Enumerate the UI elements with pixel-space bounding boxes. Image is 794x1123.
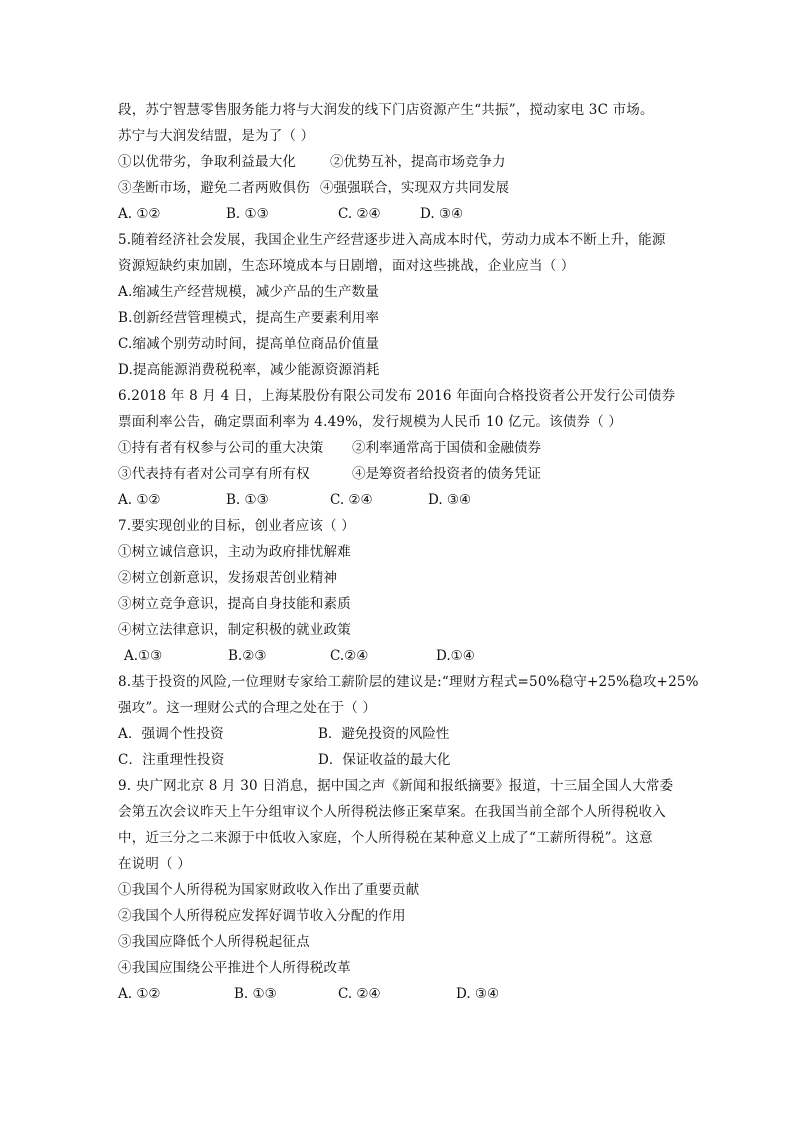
q7-option-c: C.②④ (330, 648, 369, 664)
q8-option-c: C．注重理性投资 (118, 752, 225, 768)
q7-statement-4: ④树立法律意识，制定积极的就业政策 (118, 622, 351, 638)
q6-text-line1: 6.2018 年 8 月 4 日，上海某股份有限公司发布 2016 年面向合格投资者公开发行公司债券 (118, 388, 676, 404)
q9-statement-1: ①我国个人所得税为国家财政收入作出了重要贡献 (118, 882, 420, 898)
q7-statement-1: ①树立诚信意识，主动为政府排忧解难 (118, 544, 351, 560)
q6-statement-3: ③代表持有者对公司享有所有权 (118, 466, 310, 482)
q4-option-d: D. ③④ (420, 206, 464, 222)
q5-text-line1: 5.随着经济社会发展，我国企业生产经营逐步进入高成本时代，劳动力成本不断上升，能源 (118, 232, 666, 248)
q9-statement-3: ③我国应降低个人所得税起征点 (118, 934, 310, 950)
q4-statement-4: ④强强联合，实现双方共同发展 (320, 180, 509, 196)
q6-option-b: B. ①③ (226, 492, 269, 508)
q9-statement-2: ②我国个人所得税应发挥好调节收入分配的作用 (118, 908, 406, 924)
q9-text-line1: 9. 央广网北京 8 月 30 日消息，据中国之声《新闻和报纸摘要》报道，十三届全国人大常委 (118, 778, 674, 794)
q8-option-d: D．保证收益的最大化 (318, 752, 451, 768)
q7-option-d: D.①④ (436, 648, 475, 664)
q8-text-line2: 强攻”。这一理财公式的合理之处在于（ ） (118, 700, 377, 716)
q7-statement-3: ③树立竞争意识，提高自身技能和素质 (118, 596, 351, 612)
q4-option-c: C. ②④ (338, 206, 381, 222)
q4-option-b: B. ①③ (226, 206, 269, 222)
q9-text-line4: 在说明（ ） (118, 856, 191, 872)
q8-option-b: B．避免投资的风险性 (318, 726, 450, 742)
q5-option-a: A.缩减生产经营规模，减少产品的生产数量 (118, 284, 380, 300)
q7-statement-2: ②树立创新意识，发扬艰苦创业精神 (118, 570, 338, 586)
q8-option-a: A．强调个性投资 (118, 726, 224, 742)
q5-text-line2: 资源短缺约束加剧，生态环境成本与日剧增，面对这些挑战，企业应当（ ） (118, 258, 575, 274)
q4-statement-3: ③垄断市场，避免二者两败俱伤 (118, 180, 310, 196)
q7-option-b: B.②③ (228, 648, 267, 664)
q8-text-line1: 8.基于投资的风险,一位理财专家给工薪阶层的建议是:“理财方程式=50%稳守+25%稳攻+25% (118, 674, 699, 690)
q5-option-b: B.创新经营管理模式，提高生产要素利用率 (118, 310, 380, 326)
q4-text-line1: 段，苏宁智慧零售服务能力将与大润发的线下门店资源产生“共振”，搅动家电 3C 市场。 (118, 102, 654, 118)
q9-statement-4: ④我国应围绕公平推进个人所得税改革 (118, 960, 351, 976)
q7-text-line1: 7.要实现创业的目标，创业者应该（ ） (118, 518, 355, 534)
q9-text-line2: 会第五次会议昨天上午分组审议个人所得税法修正案草案。在我国当前全部个人所得税收入 (118, 804, 666, 820)
q6-option-c: C. ②④ (330, 492, 373, 508)
q6-statement-1: ①持有者有权参与公司的重大决策 (118, 440, 324, 456)
q9-text-line3: 中，近三分之二来源于中低收入家庭，个人所得税在某种意义上成了“工薪所得税”。这意 (118, 830, 653, 846)
q9-option-b: B. ①③ (234, 986, 277, 1002)
q6-statement-4: ④是筹资者给投资者的债务凭证 (352, 466, 541, 482)
q5-option-d: D.提高能源消费税税率，减少能源资源消耗 (118, 362, 380, 378)
q9-option-c: C. ②④ (338, 986, 381, 1002)
q6-option-a: A. ①② (118, 492, 161, 508)
q4-option-a: A. ①② (118, 206, 161, 222)
q5-option-c: C.缩减个别劳动时间，提高单位商品价值量 (118, 336, 380, 352)
q4-text-line2: 苏宁与大润发结盟，是为了（ ） (118, 128, 315, 144)
q4-statement-1: ①以优带劣，争取利益最大化 (118, 154, 297, 170)
q9-option-d: D. ③④ (456, 986, 500, 1002)
q7-option-a: A.①③ (124, 648, 163, 664)
q6-text-line2: 票面利率公告，确定票面利率为 4.49%，发行规模为人民币 10 亿元。该债券（ ） (118, 414, 623, 430)
q9-option-a: A. ①② (118, 986, 161, 1002)
q4-statement-2: ②优势互补，提高市场竞争力 (330, 154, 506, 170)
q6-option-d: D. ③④ (428, 492, 472, 508)
q6-statement-2: ②利率通常高于国债和金融债券 (352, 440, 541, 456)
